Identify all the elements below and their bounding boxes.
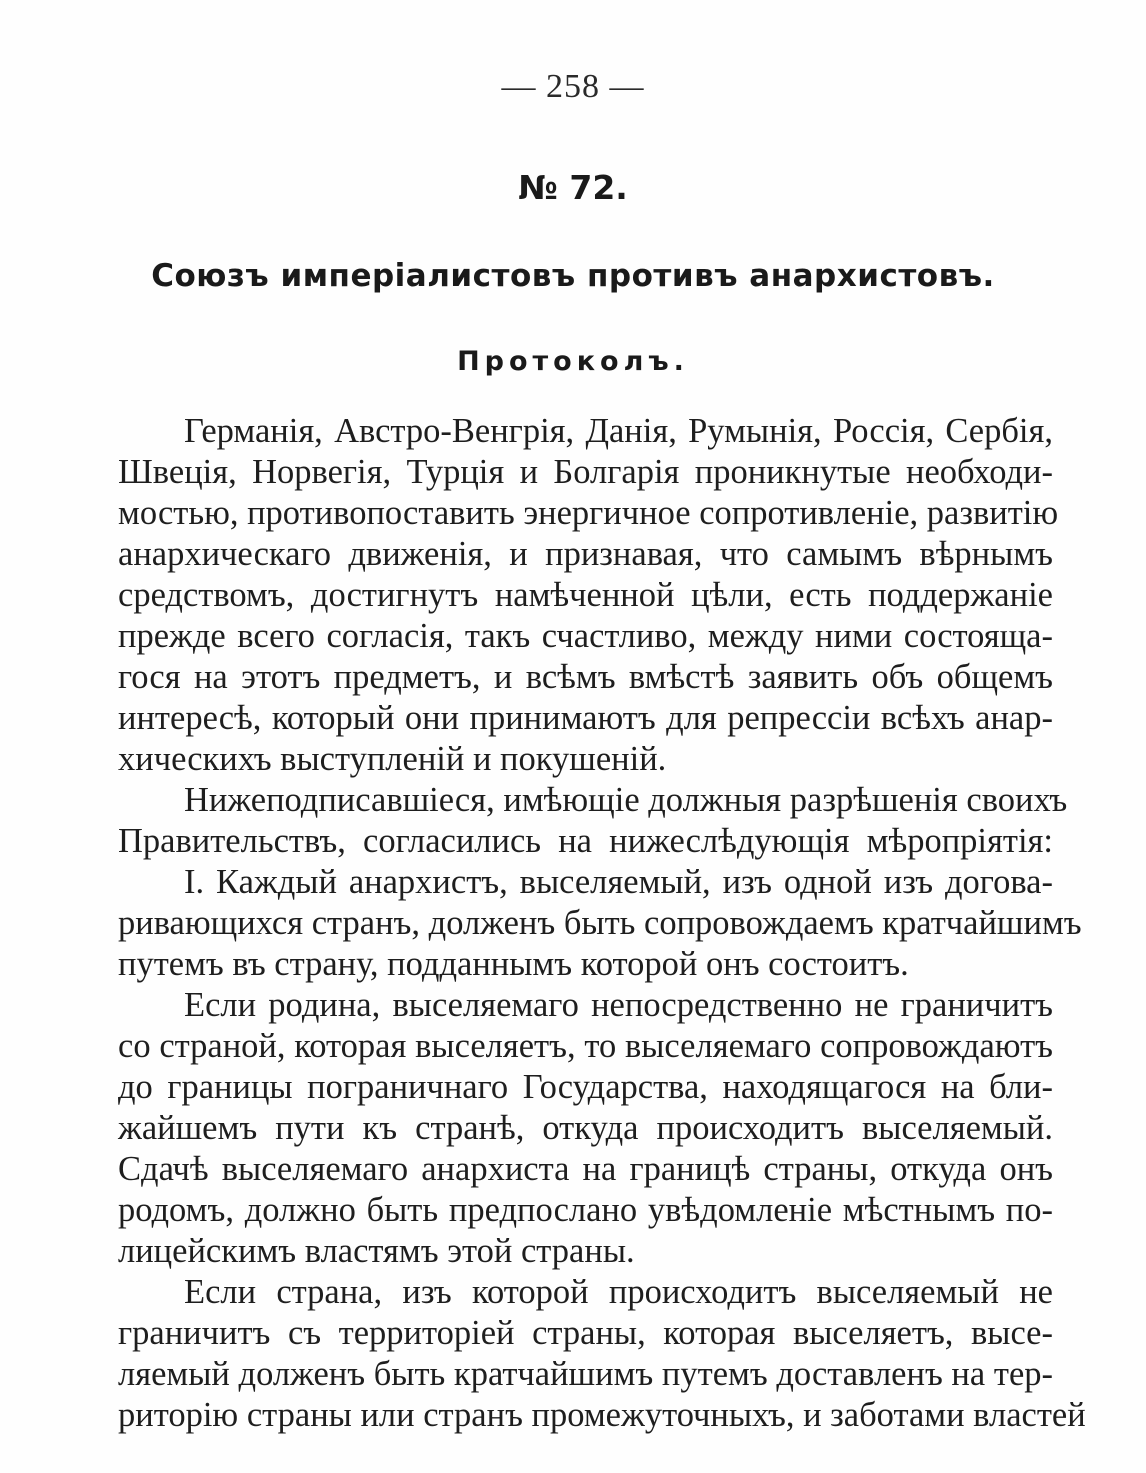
text-line: I. Каждый анархистъ, выселяемый, изъ одной изъ догова-	[184, 863, 1053, 901]
document-number: № 72.	[518, 168, 628, 207]
text-line: ляемый долженъ быть кратчайшимъ путемъ доставленъ на тер-	[118, 1355, 1053, 1393]
text-line: путемъ въ страну, подданнымъ которой онъ состоитъ.	[118, 945, 909, 983]
page-number: — 258 —	[501, 68, 645, 105]
text-line: Правительствъ, согласились на нижеслѣдующія мѣропріятія:	[118, 822, 1053, 860]
text-line: мостью, противопоставить энергичное сопротивленіе, развитію	[118, 494, 1059, 532]
text-line: Сдачѣ выселяемаго анархиста на границѣ страны, откуда онъ	[118, 1150, 1053, 1188]
text-line: родомъ, должно быть предпослано увѣдомленіе мѣстнымъ по-	[118, 1191, 1053, 1229]
text-line: Нижеподписавшіеся, имѣющіе должныя разрѣшенія своихъ	[184, 781, 1068, 819]
text-line: Если родина, выселяемаго непосредственно не граничитъ	[184, 986, 1053, 1024]
text-line: лицейскимъ властямъ этой страны.	[118, 1232, 635, 1270]
text-line: Германія, Австро-Венгрія, Данія, Румынія, Россія, Сербія,	[184, 412, 1053, 450]
text-line: хическихъ выступленій и покушеній.	[118, 740, 667, 778]
text-line: интересѣ, который они принимаютъ для репрессіи всѣхъ анар-	[118, 699, 1053, 737]
document-title: Союзъ имперіалистовъ противъ анархистовъ.	[151, 258, 995, 294]
text-line: анархическаго движенія, и признавая, что самымъ вѣрнымъ	[118, 535, 1053, 573]
text-line: ривающихся странъ, долженъ быть сопровождаемъ кратчайшимъ	[118, 904, 1082, 942]
text-line: до границы пограничнаго Государства, находящагося на бли-	[118, 1068, 1053, 1106]
text-line: прежде всего согласія, такъ счастливо, между ними состояща-	[118, 617, 1053, 655]
text-line: риторію страны или странъ промежуточныхъ, и заботами властей	[118, 1396, 1086, 1434]
document-subtitle: Протоколъ.	[457, 346, 689, 377]
text-line: Если страна, изъ которой происходитъ выселяемый не	[184, 1273, 1053, 1311]
text-line: средствомъ, достигнутъ намѣченной цѣли, есть поддержаніе	[118, 576, 1053, 614]
text-line: со страной, которая выселяетъ, то выселяемаго сопровождаютъ	[118, 1027, 1053, 1065]
text-line: гося на этотъ предметъ, и всѣмъ вмѣстѣ заявить объ общемъ	[118, 658, 1053, 696]
text-line: жайшемъ пути къ странѣ, откуда происходитъ выселяемый.	[118, 1109, 1053, 1147]
text-line: Швеція, Норвегія, Турція и Болгарія проникнутые необходи-	[118, 453, 1053, 491]
text-line: граничитъ съ территоріей страны, которая выселяетъ, высе-	[118, 1314, 1053, 1352]
